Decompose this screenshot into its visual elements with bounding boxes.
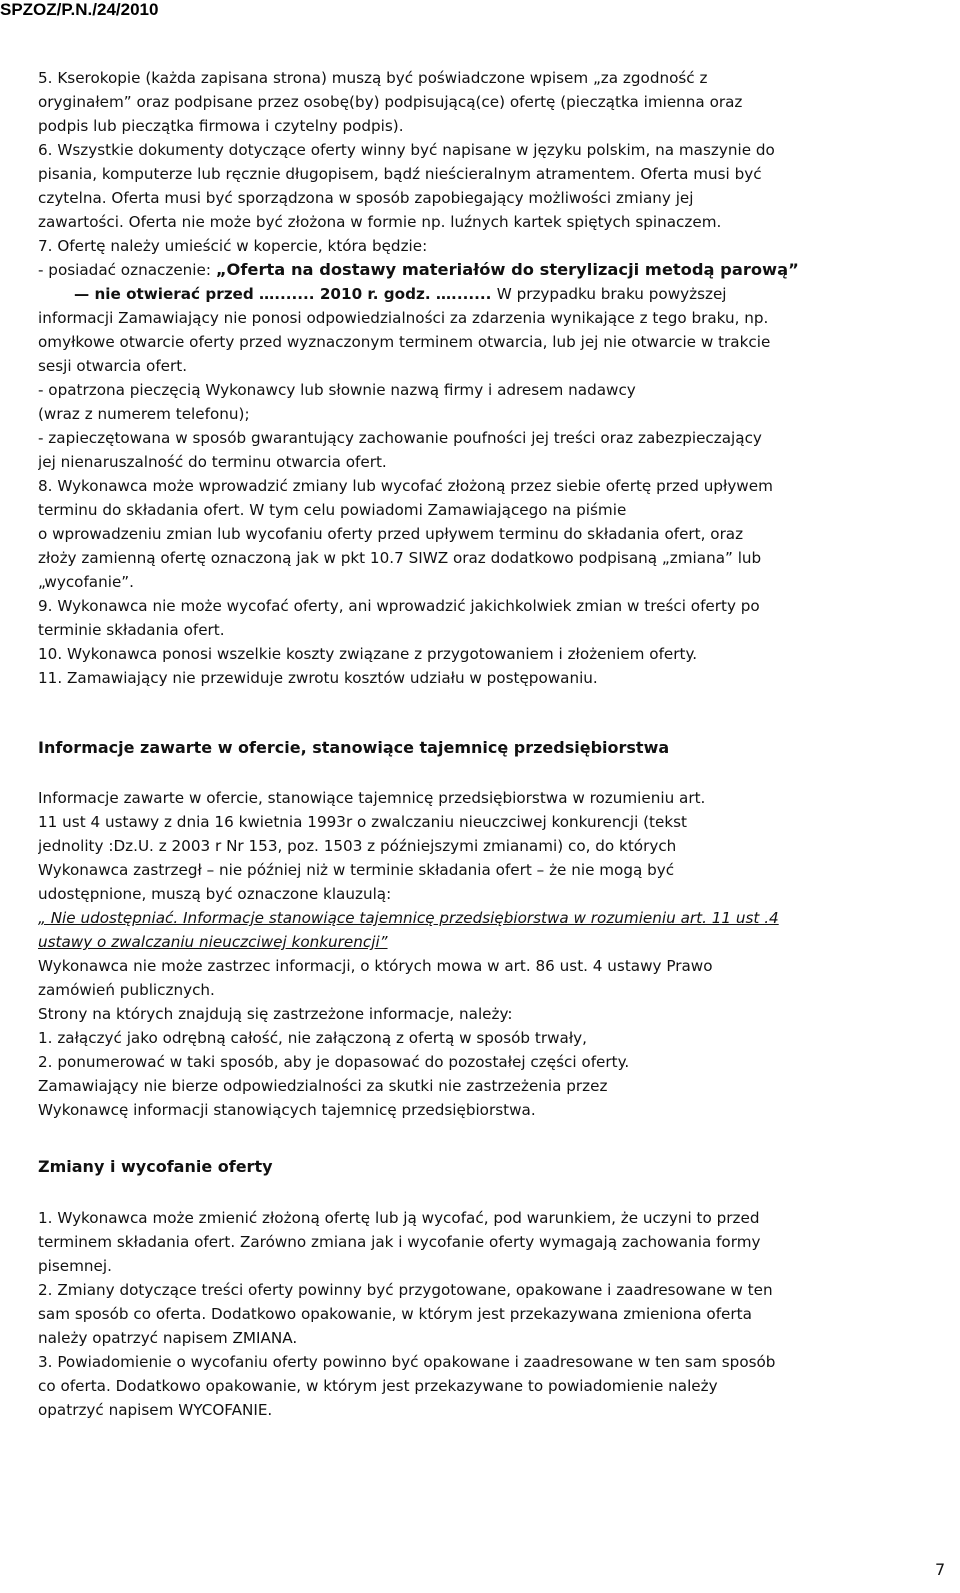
secret-after: 2. ponumerować w taki sposób, aby je dopasować do pozostałej części oferty. [38,1053,630,1071]
secret-clause: „ Nie udostępniać. Informacje stanowiące tajemnicę przedsiębiorstwa w rozumieniu art. 11 ust .4 [38,909,779,927]
secret-paragraph: Wykonawca zastrzegł – nie później niż w terminie składania ofert – że nie mogą być [38,861,675,879]
list-item-7-details: informacji Zamawiający nie ponosi odpowiedzialności za zdarzenia wynikające z tego braku, np. [38,309,769,327]
section-heading-changes: Zmiany i wycofanie oferty [38,1157,273,1176]
list-item-6: zawartości. Oferta nie może być złożona w formie np. luźnych kartek spiętych spinaczem. [38,213,722,231]
secret-paragraph: Informacje zawarte w ofercie, stanowiące tajemnicę przedsiębiorstwa w rozumieniu art. [38,789,706,807]
secret-after: Zamawiający nie bierze odpowiedzialności za skutki nie zastrzeżenia przez [38,1077,608,1095]
list-item-6: 6. Wszystkie dokumenty dotyczące oferty winny być napisane w języku polskim, na maszynie do [38,141,775,159]
changes-item: pisemnej. [38,1257,112,1275]
list-item-11: 11. Zamawiający nie przewiduje zwrotu kosztów udziału w postępowaniu. [38,669,598,687]
secret-after: 1. załączyć jako odrębną całość, nie załączoną z ofertą w sposób trwały, [38,1029,587,1047]
changes-item: należy opatrzyć napisem ZMIANA. [38,1329,298,1347]
secret-paragraph: jednolity :Dz.U. z 2003 r Nr 153, poz. 1503 z późniejszymi zmianami) co, do których [38,837,677,855]
list-item-8: złoży zamienną ofertę oznaczoną jak w pkt 10.7 SIWZ oraz dodatkowo podpisaną „zmiana” lub [38,549,762,567]
list-item-7-details: sesji otwarcia ofert. [38,357,188,375]
marking-label: - posiadać oznaczenie: [38,261,216,279]
changes-item: 1. Wykonawca może zmienić złożoną ofertę lub ją wycofać, pod warunkiem, że uczyni to przed [38,1209,760,1227]
section-heading-secret: Informacje zawarte w ofercie, stanowiące tajemnicę przedsiębiorstwa [38,738,670,757]
secret-after: Wykonawca nie może zastrzec informacji, o których mowa w art. 86 ust. 4 ustawy Prawo [38,957,713,975]
list-item-7: 7. Ofertę należy umieścić w kopercie, która będzie: [38,237,428,255]
marking-text-2: — nie otwierać przed …....... 2010 r. godz. …....... [74,285,497,303]
list-item-8: terminu do składania ofert. W tym celu powiadomi Zamawiającego na piśmie [38,501,627,519]
list-item-7-marking-2 [74,282,727,306]
list-item-7-details: - opatrzona pieczęcią Wykonawcy lub słownie nazwą firmy i adresem nadawcy [38,381,636,399]
list-item-5: 5. Kserokopie (każda zapisana strona) muszą być poświadczone wpisem „za zgodność z [38,69,708,87]
list-item-7-details: jej nienaruszalność do terminu otwarcia ofert. [38,453,387,471]
list-item-6: czytelna. Oferta musi być sporządzona w sposób zapobiegający możliwości zmiany jej [38,189,694,207]
list-item-9: terminie składania ofert. [38,621,225,639]
secret-after: Strony na których znajdują się zastrzeżone informacje, należy: [38,1005,513,1023]
list-item-7-details: - zapieczętowana w sposób gwarantujący zachowanie poufności jej treści oraz zabezpieczający [38,429,762,447]
list-item-8: o wprowadzeniu zmian lub wycofaniu oferty przed upływem terminu do składania ofert, oraz [38,525,744,543]
list-item-9: 9. Wykonawca nie może wycofać oferty, ani wprowadzić jakichkolwiek zmian w treści oferty po [38,597,760,615]
secret-after: Wykonawcę informacji stanowiących tajemnicę przedsiębiorstwa. [38,1101,536,1119]
list-item-7-marking [38,258,799,282]
document-code: SPZOZ/P.N./24/2010 [0,0,159,19]
changes-item: 3. Powiadomienie o wycofaniu oferty powinno być opakowane i zaadresowane w ten sam sposób [38,1353,776,1371]
list-item-5: oryginałem” oraz podpisane przez osobę(by) podpisującą(ce) ofertę (pieczątka imienna oraz [38,93,743,111]
secret-paragraph: udostępnione, muszą być oznaczone klauzulą: [38,885,392,903]
secret-paragraph: 11 ust 4 ustawy z dnia 16 kwietnia 1993r o zwalczaniu nieuczciwej konkurencji (tekst [38,813,688,831]
marking-text: „Oferta na dostawy materiałów do sterylizacji metodą parową” [215,260,799,279]
changes-item: opatrzyć napisem WYCOFANIE. [38,1401,273,1419]
list-item-5: podpis lub pieczątka firmowa i czytelny podpis). [38,117,404,135]
secret-after: zamówień publicznych. [38,981,215,999]
list-item-6: pisania, komputerze lub ręcznie długopisem, bądź nieścieralnym atramentem. Oferta musi być [38,165,762,183]
marking-tail: W przypadku braku powyższej [496,285,727,303]
changes-item: sam sposób co oferta. Dodatkowo opakowanie, w którym jest przekazywana zmieniona oferta [38,1305,752,1323]
changes-item: terminem składania ofert. Zarówno zmiana jak i wycofanie oferty wymagają zachowania formy [38,1233,761,1251]
secret-clause: ustawy o zwalczaniu nieuczciwej konkurencji” [38,933,388,951]
list-item-7-details: (wraz z numerem telefonu); [38,405,250,423]
list-item-8: 8. Wykonawca może wprowadzić zmiany lub wycofać złożoną przez siebie ofertę przed upływem [38,477,773,495]
page-number: 7 [935,1560,946,1579]
list-item-7-details: omyłkowe otwarcie oferty przed wyznaczonym terminem otwarcia, lub jej nie otwarcie w trakcie [38,333,771,351]
list-item-10: 10. Wykonawca ponosi wszelkie koszty związane z przygotowaniem i złożeniem oferty. [38,645,698,663]
changes-item: 2. Zmiany dotyczące treści oferty powinny być przygotowane, opakowane i zaadresowane w ten [38,1281,773,1299]
list-item-8: „wycofanie”. [38,573,135,591]
changes-item: co oferta. Dodatkowo opakowanie, w którym jest przekazywane to powiadomienie należy [38,1377,718,1395]
